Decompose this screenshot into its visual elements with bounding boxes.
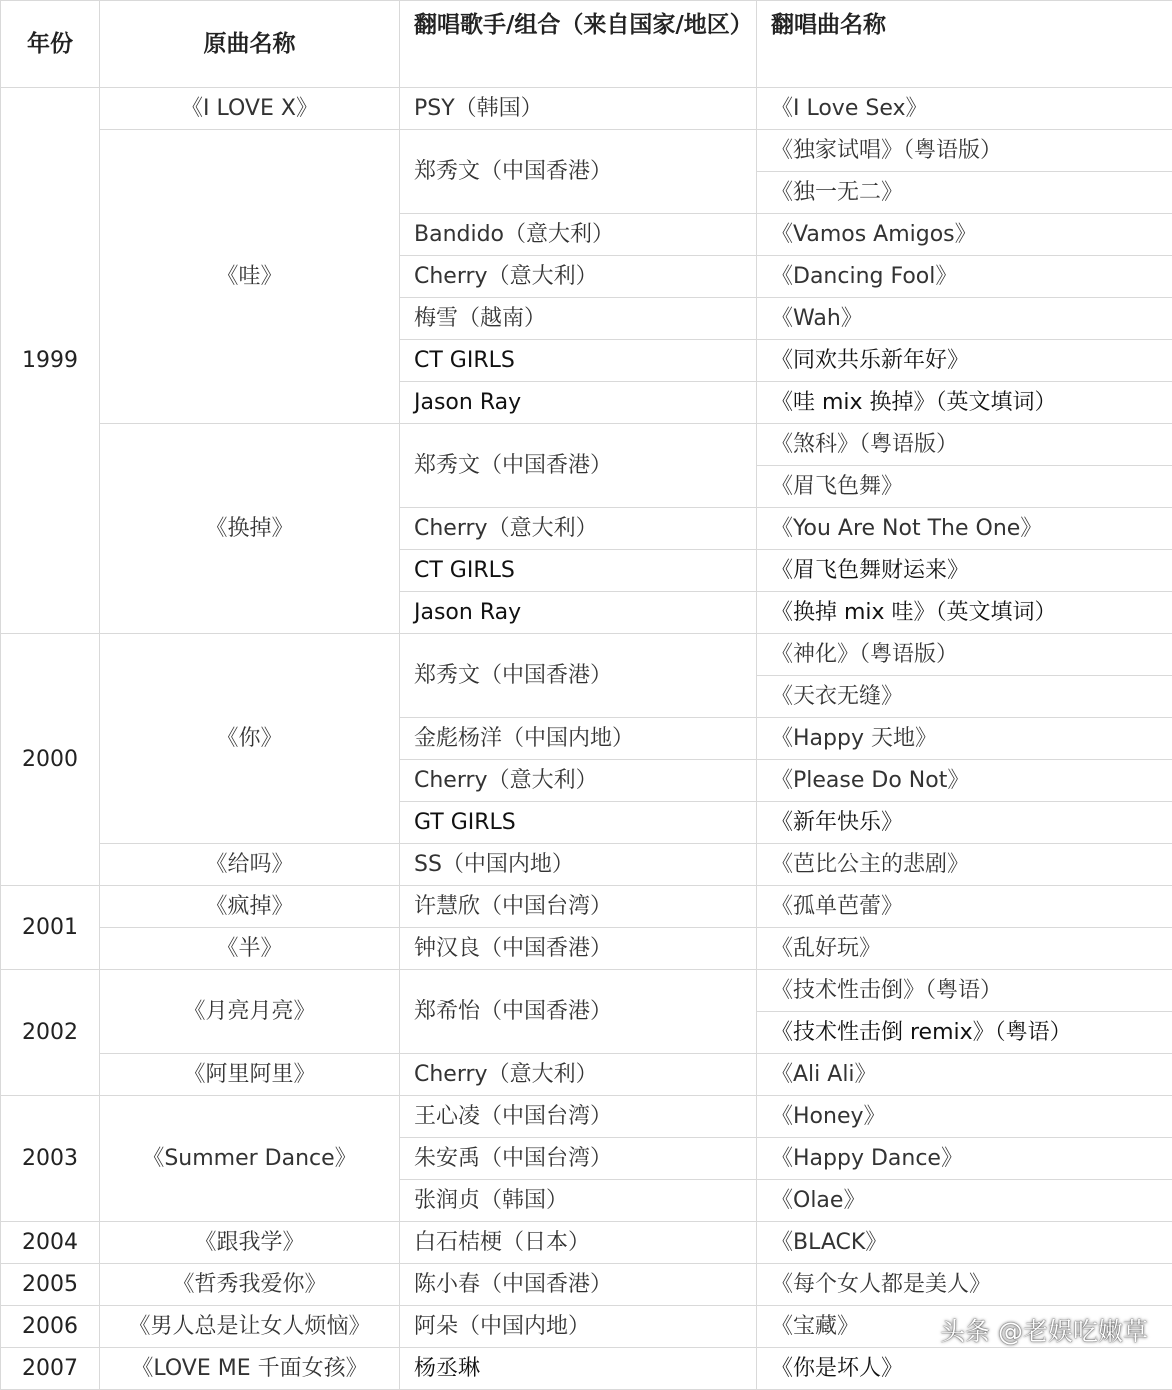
singer-cell: Jason Ray — [400, 592, 757, 634]
original-song-cell: 《月亮月亮》 — [100, 970, 400, 1054]
singer-cell: 金彪杨洋（中国内地） — [400, 718, 757, 760]
singer-cell: 梅雪（越南） — [400, 298, 757, 340]
original-song-cell: 《Summer Dance》 — [100, 1096, 400, 1222]
cover-song-cell: 《乱好玩》 — [757, 928, 1172, 970]
original-song-cell: 《男人总是让女人烦恼》 — [100, 1306, 400, 1348]
header-original: 原曲名称 — [100, 1, 400, 88]
cover-song-cell: 《Olae》 — [757, 1180, 1172, 1222]
cover-song-cell: 《BLACK》 — [757, 1222, 1172, 1264]
table-row — [1, 424, 1172, 466]
table-header-row — [1, 1, 1172, 88]
table-row — [1, 970, 1172, 1012]
cover-song-cell: 《技术性击倒》（粤语） — [757, 970, 1172, 1012]
table-row — [1, 1264, 1172, 1306]
table-row — [1, 928, 1172, 970]
singer-cell: 钟汉良（中国香港） — [400, 928, 757, 970]
singer-cell: 郑秀文（中国香港） — [400, 634, 757, 718]
singer-cell: GT GIRLS — [400, 802, 757, 844]
original-song-cell: 《半》 — [100, 928, 400, 970]
watermark: 头条 @老娱吃嫩草 — [940, 1312, 1148, 1348]
cover-song-cell: 《宝藏》 — [757, 1306, 1172, 1348]
cover-song-cell: 《换掉 mix 哇》（英文填词） — [757, 592, 1172, 634]
cover-song-cell: 《Dancing Fool》 — [757, 256, 1172, 298]
original-song-cell: 《给吗》 — [100, 844, 400, 886]
singer-cell: 阿朵（中国内地） — [400, 1306, 757, 1348]
cover-song-cell: 《独一无二》 — [757, 172, 1172, 214]
table-row — [1, 886, 1172, 928]
year-cell: 2007 — [1, 1348, 100, 1390]
singer-cell: 许慧欣（中国台湾） — [400, 886, 757, 928]
table-row — [1, 844, 1172, 886]
header-singer: 翻唱歌手/组合（来自国家/地区） — [400, 1, 757, 88]
original-song-cell: 《阿里阿里》 — [100, 1054, 400, 1096]
cover-song-cell: 《技术性击倒 remix》（粤语） — [757, 1012, 1172, 1054]
original-song-cell: 《LOVE ME 千面女孩》 — [100, 1348, 400, 1390]
cover-song-cell: 《你是坏人》 — [757, 1348, 1172, 1390]
cover-song-cell: 《Ali Ali》 — [757, 1054, 1172, 1096]
singer-cell: CT GIRLS — [400, 550, 757, 592]
cover-song-cell: 《每个女人都是美人》 — [757, 1264, 1172, 1306]
cover-song-cell: 《天衣无缝》 — [757, 676, 1172, 718]
singer-cell: 郑秀文（中国香港） — [400, 130, 757, 214]
cover-song-cell: 《You Are Not The One》 — [757, 508, 1172, 550]
year-cell: 2003 — [1, 1096, 100, 1222]
singer-cell: 张润贞（韩国） — [400, 1180, 757, 1222]
singer-cell: CT GIRLS — [400, 340, 757, 382]
year-cell: 2002 — [1, 970, 100, 1096]
year-cell: 2000 — [1, 634, 100, 886]
cover-song-cell: 《眉飞色舞财运来》 — [757, 550, 1172, 592]
singer-cell: 王心凌（中国台湾） — [400, 1096, 757, 1138]
table-row — [1, 1348, 1172, 1390]
singer-cell: 朱安禹（中国台湾） — [400, 1138, 757, 1180]
cover-song-cell: 《同欢共乐新年好》 — [757, 340, 1172, 382]
cover-song-cell: 《I Love Sex》 — [757, 88, 1172, 130]
original-song-cell: 《跟我学》 — [100, 1222, 400, 1264]
original-song-cell: 《你》 — [100, 634, 400, 844]
header-cover: 翻唱曲名称 — [757, 1, 1172, 88]
singer-cell: 郑希怡（中国香港） — [400, 970, 757, 1054]
cover-song-cell: 《Vamos Amigos》 — [757, 214, 1172, 256]
singer-cell: Cherry（意大利） — [400, 1054, 757, 1096]
year-cell: 2001 — [1, 886, 100, 970]
singer-cell: Bandido（意大利） — [400, 214, 757, 256]
year-cell: 1999 — [1, 88, 100, 634]
cover-song-cell: 《煞科》（粤语版） — [757, 424, 1172, 466]
cover-song-cell: 《芭比公主的悲剧》 — [757, 844, 1172, 886]
cover-song-cell: 《神化》（粤语版） — [757, 634, 1172, 676]
cover-song-cell: 《Happy 天地》 — [757, 718, 1172, 760]
singer-cell: PSY（韩国） — [400, 88, 757, 130]
original-song-cell: 《哇》 — [100, 130, 400, 424]
table-row — [1, 1096, 1172, 1138]
original-song-cell: 《疯掉》 — [100, 886, 400, 928]
cover-song-cell: 《Happy Dance》 — [757, 1138, 1172, 1180]
table-row — [1, 130, 1172, 172]
header-year: 年份 — [1, 1, 100, 88]
table-row — [1, 1054, 1172, 1096]
singer-cell: SS（中国内地） — [400, 844, 757, 886]
cover-song-cell: 《眉飞色舞》 — [757, 466, 1172, 508]
cover-song-cell: 《哇 mix 换掉》（英文填词） — [757, 382, 1172, 424]
cover-song-cell: 《独家试唱》（粤语版） — [757, 130, 1172, 172]
singer-cell: 陈小春（中国香港） — [400, 1264, 757, 1306]
table-row — [1, 88, 1172, 130]
cover-song-cell: 《孤单芭蕾》 — [757, 886, 1172, 928]
singer-cell: 杨丞琳 — [400, 1348, 757, 1390]
singer-cell: Cherry（意大利） — [400, 760, 757, 802]
cover-song-cell: 《新年快乐》 — [757, 802, 1172, 844]
singer-cell: Cherry（意大利） — [400, 256, 757, 298]
cover-song-cell: 《Honey》 — [757, 1096, 1172, 1138]
year-cell: 2005 — [1, 1264, 100, 1306]
original-song-cell: 《换掉》 — [100, 424, 400, 634]
year-cell: 2004 — [1, 1222, 100, 1264]
singer-cell: Jason Ray — [400, 382, 757, 424]
singer-cell: Cherry（意大利） — [400, 508, 757, 550]
singer-cell: 郑秀文（中国香港） — [400, 424, 757, 508]
cover-song-cell: 《Please Do Not》 — [757, 760, 1172, 802]
original-song-cell: 《哲秀我爱你》 — [100, 1264, 400, 1306]
table-row — [1, 1222, 1172, 1264]
table-row — [1, 634, 1172, 676]
singer-cell: 白石桔梗（日本） — [400, 1222, 757, 1264]
year-cell: 2006 — [1, 1306, 100, 1348]
cover-song-cell: 《Wah》 — [757, 298, 1172, 340]
original-song-cell: 《I LOVE X》 — [100, 88, 400, 130]
